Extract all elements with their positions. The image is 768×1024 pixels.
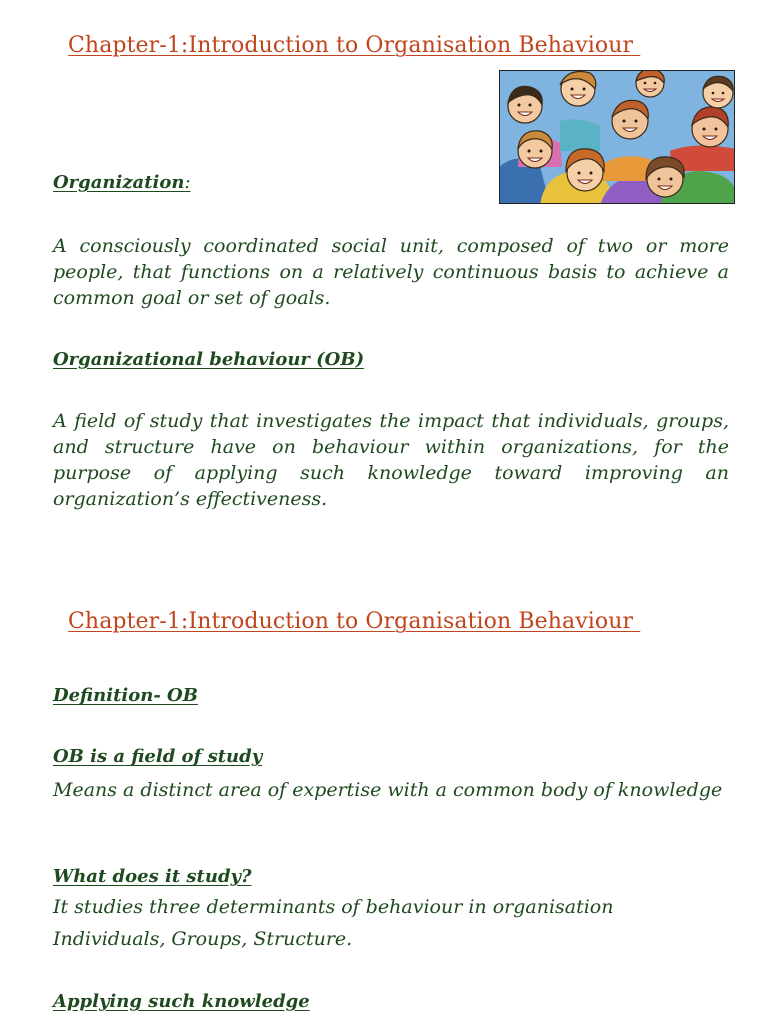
organization-definition: A consciously coordinated social unit, composed of two or more people, that functions on a relatively continuous basis to achieve a common goal or set of goals. [53,235,729,309]
field-of-study-heading: OB is a field of study [53,746,263,767]
what-does-it-study-heading: What does it study? [53,866,252,887]
organization-heading-colon: : [184,172,191,193]
page-title [68,33,640,58]
title-chapter: Chapter-1 [68,609,181,634]
title-chapter: Chapter-1 [68,33,181,58]
definition-ob-heading: Definition- OB [53,685,198,706]
organization-heading [53,172,191,193]
ob-definition: A field of study that investigates the impact that individuals, groups, and structure have on behaviour within organizations, for the purpose of applying such knowledge toward improving an organization’s effectiveness. [53,410,729,510]
ob-heading: Organizational behaviour (OB) [53,349,365,370]
field-of-study-text: Means a distinct area of expertise with a common body of knowledge [53,779,723,801]
study-text-line-2: Individuals, Groups, Structure. [53,928,353,950]
organization-heading-text: Organization [53,172,185,193]
crowd-of-people-clipart [499,70,735,204]
applying-knowledge-heading: Applying such knowledge [53,991,310,1012]
study-text-line-1: It studies three determinants of behaviour in organisation [53,896,614,918]
section-2-title [68,609,640,634]
title-text: :Introduction to Organisation Behaviour [180,33,641,58]
title-text: :Introduction to Organisation Behaviour [180,609,641,634]
